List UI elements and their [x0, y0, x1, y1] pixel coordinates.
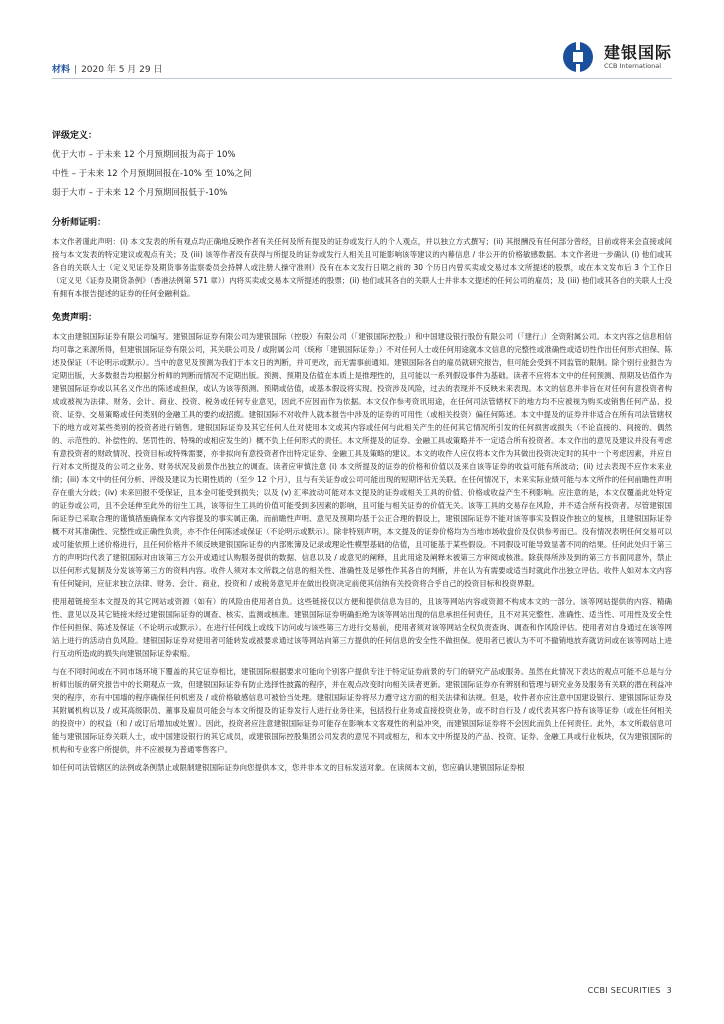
page-number: 3	[666, 986, 672, 995]
ccbi-logo-icon	[558, 40, 598, 74]
logo-name-cn: 建银国际	[603, 43, 672, 62]
disclaimer-paragraph: 与在不同时间或在不同市场环境下覆盖的其它证券相比，建银国际根据要求可能向个别客户提供专注于特定证券前景的专门的研究产品或服务。虽然在此情况下表达的观点可能不总是与分析师出版的研究报告中的长期观点一致，但建银国际证券有防止选择性披露的程序，并在观点改变时向相关读者更新。建银国际证券亦有辨别和管理与研究业务及服务有关联的潜在利益冲突的程序，亦有中国墙的程序确保任何机密及 / 或价格敏感信息可被恰当处理。建银国际证券将尽力遵守这方面的相关法律和法规。但是，收件者亦应注意中国建设银行、建银国际证券及其附属机构以及 / 或其高级职员、董事及雇员可能会与本文所提及的证券发行人进行业务往来，包括投行业务或直接投资业务，或不时自行及 / 或代表其客户持有该等证券（或在任何相关的投资中）的权益（和 / 或订后增加或处置）。因此，投资者应注意建银国际证券可能存在影响本文客观性的利益冲突，而建银国际证券将不会因此而负上任何责任。此外，本文所载信息可能与建银国际证券关联人士，或中国建设银行的其它成员，或建银国际控股集团公司发表的意见不同或相左，和本文中所提及的产品、投资、证券、金融工具或行业板块，仅为建银国际的机构和专业客户所提供，并不应被视为普通零售客户。	[52, 667, 672, 754]
report-date: 2020 年 5 月 29 日	[81, 65, 163, 75]
logo-name-en: CCB International	[603, 62, 662, 70]
disclaimer-paragraph: 本文由建银国际证券有限公司编写。建银国际证券有限公司为建银国际（控股）有限公司（「建银国际控股」）和中国建设银行股份有限公司（「建行」）全资附属公司。本文内容之信息相信均可靠之来源所得，但建银国际证券有限公司，其关联公司及 / 或附属公司（统称「建银国际证券」）不对任何人士或任何用途就本文信息的完整性或准确性或适切性作出任何形式担保、陈述及保证（不论明示或默示）。当中的意见及预测为我们于本文日的判断，并可更改，而无需事前通知。建银国际各自的雇员就研究报告，但可能会受到不同监管的限制。除个别行业报告为定期出版，大多数报告均根据分析师的判断而情况不定期出版。预测、预期及估值在本质上是推理性的，且可能以一系列假设事件为基础。读者不应将本文中的任何预测、预期及估值作为建银国际证券或以其名义作出的陈述或担保，或认为该等预测、预期或估值，或基本假设将实现。投资涉及风险，过去的表现并不反映未来表现。本文的信息并非旨在对任何有意投资者构成或被视为法律、财务、会计、商业、投资、税务或任何专业意见，因此不应因而作为依据。本文仅作参考资讯用途，在任何司法管辖权下的地方均不应被视为购买或销售任何产品、投资、证券、交易策略或任何类别的金融工具的要约或招揽。建银国际不对收件人就本报告中涉及的证券的可用性（或相关投资）偏任何陈述。本文中提及的证券并非适合在所有司法管辖权下的地方或对某些类别的投资者进行销售。建银国际证券及其它任何人仕对使用本文或其内容或任何与此相关产生的任何其它情况所引发的任何损害或损失（不论直接的、间接的、偶然的、示范性的、补偿性的、惩罚性的、特殊的或相应发生的）概不负上任何形式的责任。本文所提及的证券、金融工具或策略并不一定适合所有投资者。本文作出的意见及建议并没有考虑有意投资者的财政情况、投资目标或特殊需要，亦非拟向有意投资者作出特定证券、金融工具及策略的建议。本文的收件人应仅将本文作为其做出投资决定时的其中一个考虑因素，并应自行对本文所提及的公司之业务、财务状况及前景作出独立的调查。读者应审慎注意 (i) 本文所提及的证券的价格和价值以及来自该等证券的收益可能有所波动；(ii) 过去表现不应作未来业绩；(iii) 本文中的任何分析、评级及建议为长期性质的（至少 12 个月），且与有关证券或公司可能出现的短期评估无关联。在任何情况下，未来实际业绩可能与本文所作的任何前瞻性声明存在重大分歧；(iv) 未来回报不受保证，且本金可能受到损失；以及 (v) 汇率波动可能对本文提及的证券或相关工具的价值、价格或收益产生不利影响。应注意的是，本文仅覆盖此处特定的证券或公司，且不会延伸至此外的衍生工具，该等衍生工具的价值可能受到多因素的影响，且可能与相关证券的价值无关。该等工具的交易存在风险，并不适合所有投资者。尽管建银国际证券已采取合理的谨慎措施确保本文内容提及的事实属正确、而前瞻性声明、意见及预期均基于公正合理的假设上，建银国际证券不能对该等事实及假设作独立的复核，且建银国际证券概不对其准确性、完整性或正确性负责，亦不作任何陈述或保证（不论明示或默示）。除非特别声明，本文提及的证券价格均为当地市场收盘价及仅供参考而已。没有情况表明任何交易可以或可能依照上述价格进行，且任何价格并不须反映建银国际证券的内部账簿及记录或理论性模型基础的估值，且可能基于某些假设。不同假设可能导致显著不同的结果。任何此处归于第三方的声明均代表了建银国际对由该第三方公开或通过认购服务提供的数据、信息以及 / 或意见的阐释，且此用途及阐释未被第三方审阅或核准。除获得所涉及到的第三方书面同意外，禁止以任何形式复制及分发该等第三方的资料内容。收件人须对本文所载之信息的相关性、准确性及足够性作其各自的判断，并在认为有需要或适当时就此作出独立评估。收件人如对本文内容有任何疑问，应征求独立法律、财务、会计、商业、投资和 / 或税务意见并在做出投资决定前使其信纳有关投资将合乎自己的投资目标和投资界限。	[52, 332, 672, 588]
rating-outperform: 优于大市 – 于未来 12 个月预期回报为高于 10%	[52, 150, 236, 160]
header-separator: |	[74, 65, 78, 75]
disclaimer-paragraph: 如任何司法管辖区的法例或条例禁止或限制建银国际证券向您提供本文，您并非本文的目标发送对象。在读阅本文前，您应确认建银国际证券根	[52, 763, 525, 772]
analyst-certification-text: 本文作者谨此声明：(i) 本文发表的所有观点均正确地反映作者有关任何及所有提及的证券或发行人的个人观点，并以独立方式撰写；(ii) 其报酬没有任何部分曾经，目前或将来会直接或间接与本文发表的特定建议或观点有关；及 (iii) 该等作者没有获得与所提及的证券或发行人相关且可能影响该等建议的内幕信息 / 非公开的价格敏感数据。本文作者进一步确认 (i) 他们或其各自的关联人士（定义见证券及期货事务监察委员会持牌人或注册人操守准则）没有在本文发行日期之前的 30 个历日内曾买卖或交易过本文所提述的股票，或在本文发布后 3 个工作日（定义见《证券及期货条例》（香港法例第 571 章））内将买卖或交易本文所提述的股票；(ii) 他们或其各自的关联人士并非本文提述的任何公司的雇员；及 (iii) 他们或其各自的关联人士没有拥有本报告提述的证券的任何金融利益。	[52, 237, 672, 298]
ccbi-logo	[558, 40, 672, 74]
header-rule	[52, 78, 672, 79]
analyst-certification-title: 分析师证明：	[52, 218, 107, 228]
rating-definition-title: 评级定义：	[52, 131, 98, 141]
disclaimer-paragraph: 使用超链接至本文提及的其它网站或资源（如有）的风险由使用者自负。这些链接仅以方便和提供信息为目的，且该等网站内容或资源不构成本文的一部分。该等网站提供的内容、精确性、意见以及其它链接未经过建银国际证券的调查、核实、监测或核准。建银国际证券明确拒绝为该等网站出现的信息承担任何责任，且不对其完整性、准确性、适当性、可用性及安全性作任何担保、陈述及保证（不论明示或默示）。在进行任何线上或线下访问或与该些第三方进行交易前，使用者须对该等网站全权负责查询、调查和作风险评估。使用者对自身通过在该等网站上进行的活动自负风险。建银国际证券对使用者可能转发或被要求通过该等网站向第三方提供的任何信息的安全性不做担保。使用者已被认为不可不撤销地放弃就访问或在该等网站上进行互动所造成的损失向建银国际证券索赔。	[52, 597, 672, 658]
rating-underperform: 弱于大市 – 于未来 12 个月预期回报低于-10%	[52, 188, 228, 198]
disclaimer-title: 免责声明：	[52, 313, 98, 323]
page-header	[52, 62, 162, 75]
rating-neutral: 中性 – 于未来 12 个月预期回报在-10% 至 10%之间	[52, 169, 252, 179]
report-category: 材料	[52, 65, 71, 75]
page-footer	[588, 986, 672, 995]
page-content	[52, 128, 672, 779]
footer-brand: CCBI SECURITIES	[587, 986, 661, 995]
